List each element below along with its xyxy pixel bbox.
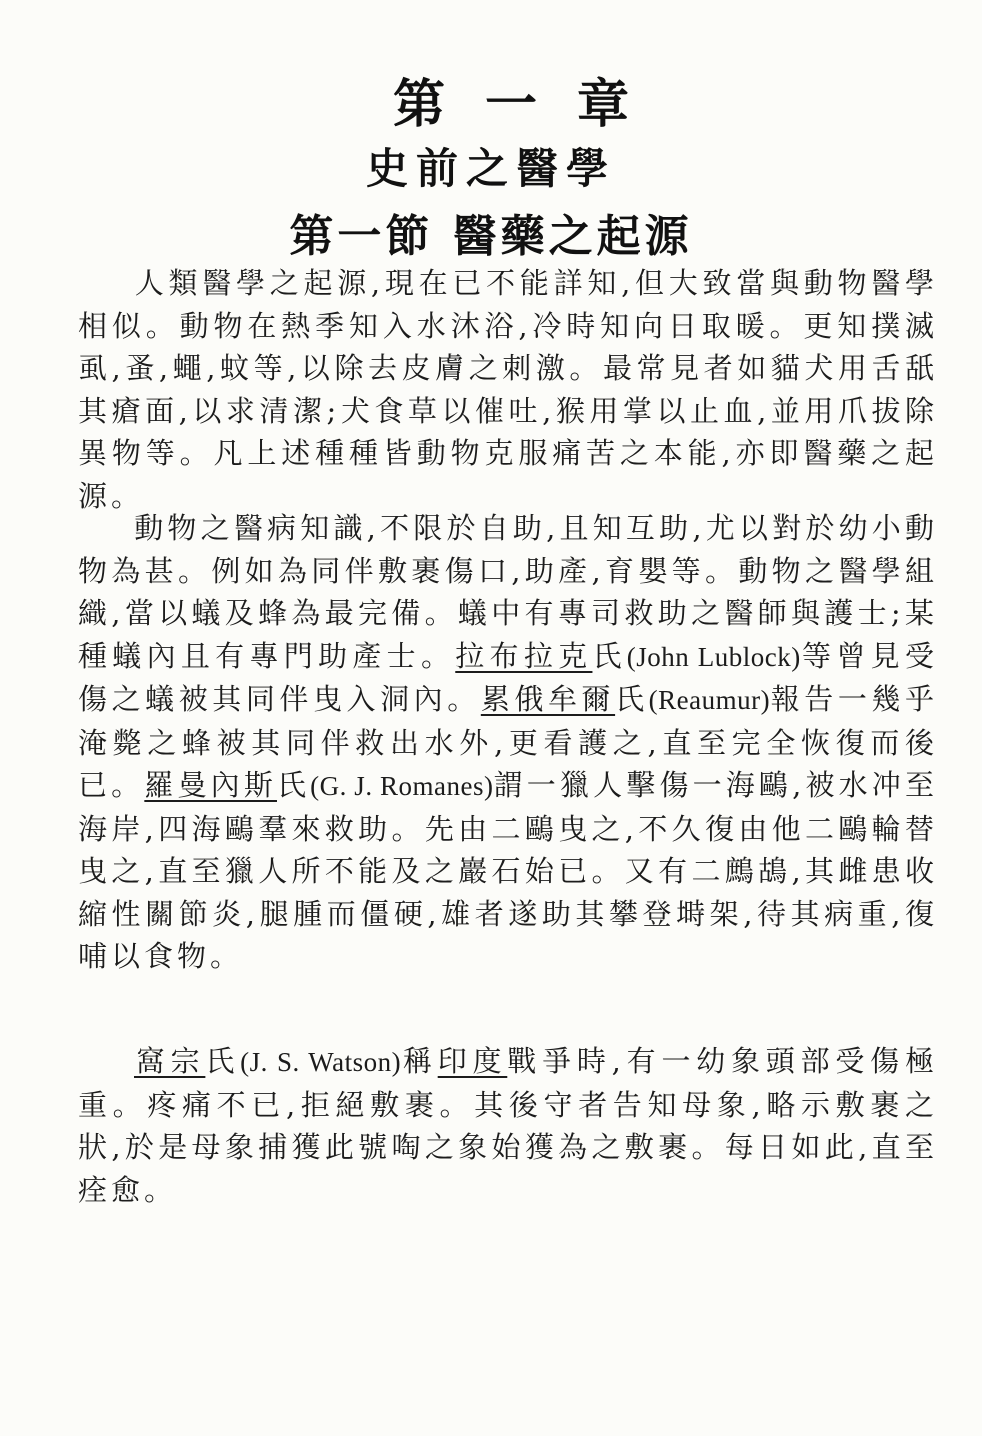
person-name-underlined: 羅曼內斯 xyxy=(144,768,277,802)
paragraph-3 xyxy=(78,1040,938,1211)
paragraph-text: 氏 xyxy=(592,638,627,673)
person-name-underlined: 窩宗 xyxy=(134,1044,206,1078)
paragraph-text: 謂一獵人擊傷一海鷗,被水冲至海岸,四海鷗羣來救助。先由二鷗曳之,不久復由他二鷗輪替曳之,直至獵人所不能及之巖石始已。又有二鷓鴣,其雌患收縮性關節炎,腿腫而僵硬,雄者遂助其攀登塒架,待其病重,復哺以食物。 xyxy=(78,768,938,973)
paragraph-text: 戰爭時,有一幼象頭部受傷極重。疼痛不已,拒絕敷裹。其後守者告知母象,略示敷裹之狀,於是母象捕獲此號啕之象始獲為之敷裹。每日如此,直至痊愈。 xyxy=(78,1044,938,1207)
section-title: 第一節 醫藥之起源 xyxy=(289,211,693,262)
paragraph-text: 氏 xyxy=(205,1044,241,1078)
paragraph-text: 動物之醫病知識,不限於自助,且知互助,尤以對於幼小動物為甚。例如為同伴敷裹傷口,助產,育嬰等。動物之醫學組織,當以蟻及蜂為最完備。蟻中有專司救助之醫師與護士;某種蟻內且有專門助產士。 xyxy=(78,511,938,673)
chapter-heading: 第一章 xyxy=(392,75,669,135)
paragraph-2 xyxy=(78,507,938,978)
paragraph-text: 等曾見受傷之蟻被其同伴曳入洞內。 xyxy=(78,638,938,716)
paragraph-text: 報告一幾乎淹斃之蜂被其同伴救出水外,更看護之,直至完全恢復而後已。 xyxy=(78,682,938,802)
place-name-underlined: 印度 xyxy=(437,1044,508,1078)
person-name-underlined: 累俄牟爾 xyxy=(480,682,616,716)
paragraph-text: 氏 xyxy=(615,682,649,716)
part-title: 史前之醫學 xyxy=(365,144,616,193)
paragraph-text: 人類醫學之起源,現在已不能詳知,但大致當與動物醫學相似。動物在熱季知入水沐浴,冷時知向日取暖。更知撲滅虱,蚤,蠅,蚊等,以除去皮膚之刺激。最常見者如貓犬用舌舐其瘡面,以求清潔;犬食草以催吐,猴用掌以止血,並用爪拔除異物等。凡上述種種皆動物克服痛苦之本能,亦即醫藥之起源。 xyxy=(78,266,938,513)
paragraph-1 xyxy=(78,262,938,517)
latin-name: (John Lublock) xyxy=(626,641,801,672)
latin-name: (Reaumur) xyxy=(648,685,771,715)
latin-name: (J. S. Watson) xyxy=(240,1047,402,1077)
paragraph-text: 稱 xyxy=(401,1044,438,1078)
latin-name: (G. J. Romanes) xyxy=(310,771,494,801)
person-name-underlined: 拉布拉克 xyxy=(455,638,593,673)
paragraph-text: 氏 xyxy=(276,768,311,802)
